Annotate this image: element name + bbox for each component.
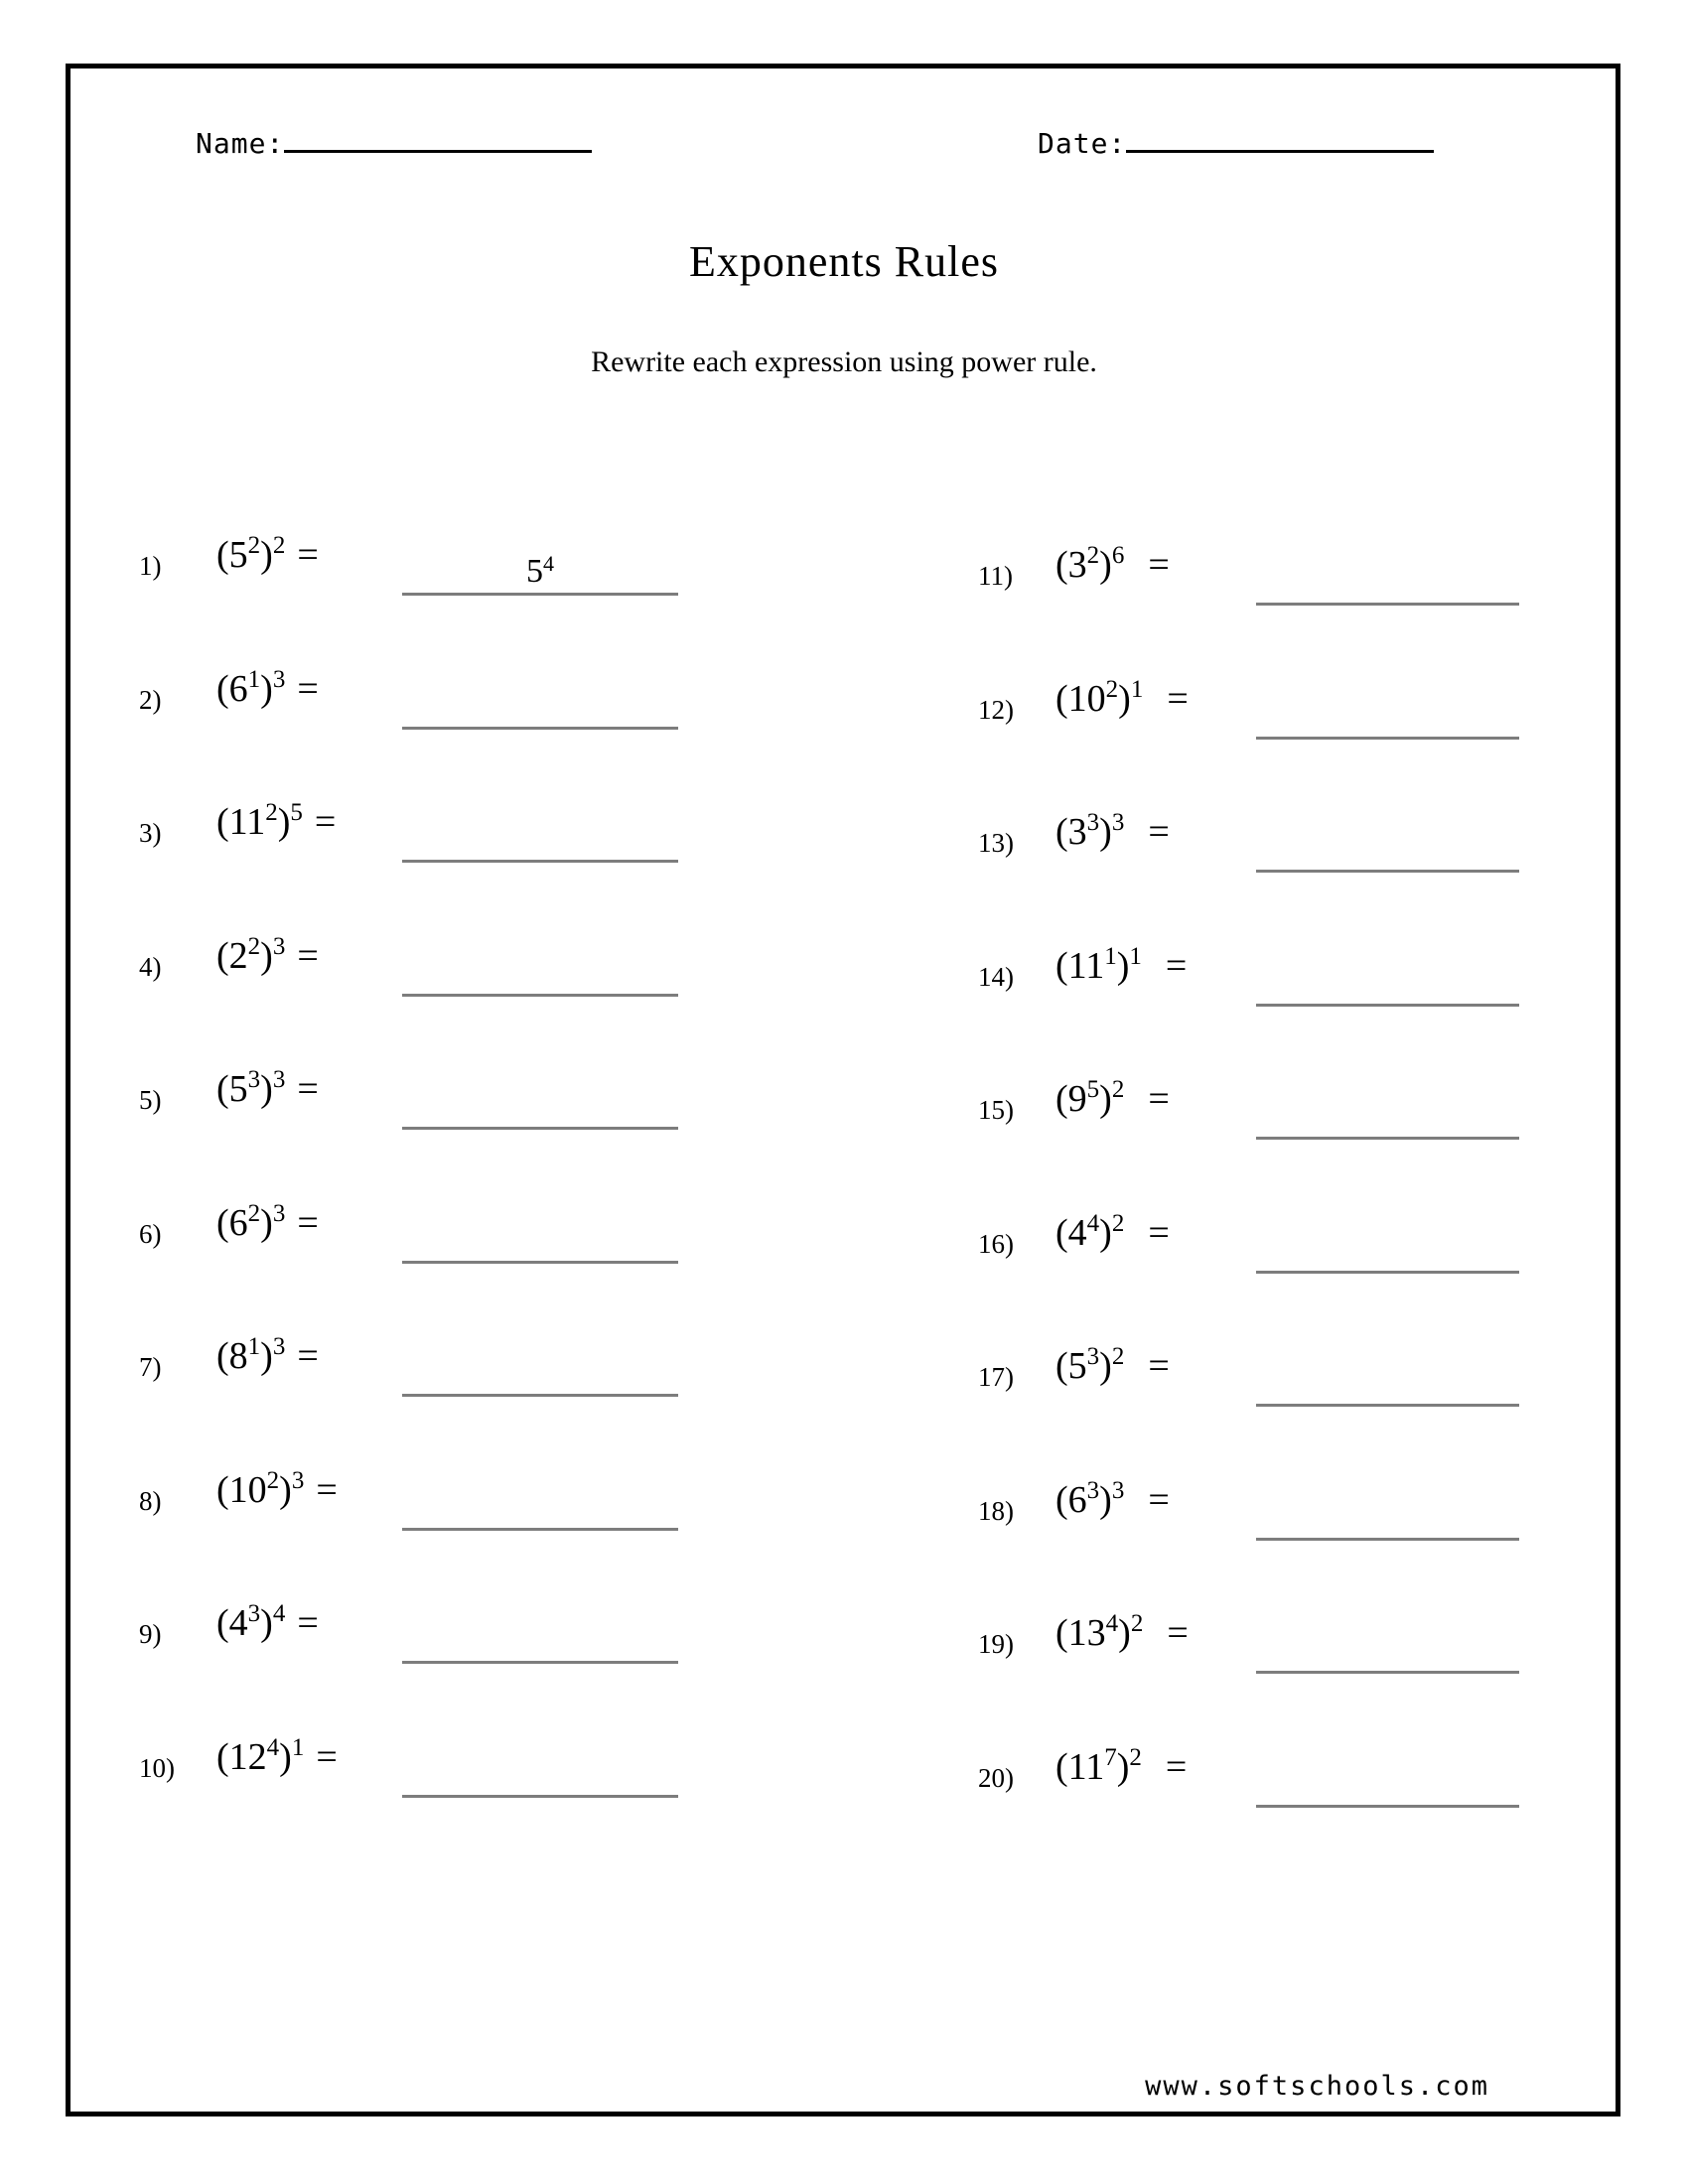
problem-number: 16) (978, 1228, 1014, 1259)
equals-sign: = (297, 1068, 319, 1110)
answer-blank[interactable] (402, 812, 678, 863)
problem-row (978, 1611, 1534, 1745)
answer-blank[interactable] (1256, 689, 1519, 740)
answer-blank[interactable] (1256, 1623, 1519, 1674)
problem-expression (216, 1735, 338, 1779)
equals-sign: = (1165, 1745, 1188, 1788)
problem-number: 1) (139, 551, 162, 581)
expr-inner-exponent: 3 (247, 1066, 261, 1093)
expr-inner-exponent: 2 (1086, 542, 1100, 569)
equals-sign: = (297, 534, 319, 576)
expr-open-paren: ( (1055, 1478, 1068, 1521)
expr-base: 12 (228, 1735, 267, 1778)
problem-number: 7) (139, 1352, 162, 1382)
equals-sign: = (1165, 944, 1188, 987)
expr-close-paren: ) (260, 1201, 273, 1244)
expr-open-paren: ( (216, 1602, 229, 1644)
problem-row (978, 1478, 1534, 1612)
expr-inner-exponent: 4 (1086, 1209, 1100, 1237)
problem-number: 20) (978, 1762, 1014, 1793)
expr-outer-exponent: 2 (1130, 1610, 1144, 1637)
problem-number: 6) (139, 1218, 162, 1249)
answer-blank[interactable] (1256, 822, 1519, 873)
expr-outer-exponent: 2 (1129, 1743, 1142, 1771)
expr-outer-exponent: 4 (272, 1600, 286, 1627)
instructions-text: Rewrite each expression using power rule. (591, 345, 1097, 378)
date-blank[interactable] (1126, 124, 1434, 153)
problem-row (139, 800, 695, 934)
equals-sign: = (1148, 1211, 1170, 1254)
expr-base: 6 (228, 1201, 248, 1244)
expr-inner-exponent: 1 (247, 1333, 261, 1360)
answer-blank[interactable] (402, 1346, 678, 1397)
problem-expression (1055, 1478, 1170, 1522)
expr-open-paren: ( (1055, 544, 1068, 586)
expr-outer-exponent: 3 (291, 1466, 305, 1494)
expr-open-paren: ( (1055, 677, 1068, 720)
problem-number: 17) (978, 1362, 1014, 1392)
problem-number: 12) (978, 694, 1014, 725)
date-label: Date: (1038, 127, 1127, 160)
expr-close-paren: ) (260, 534, 273, 576)
equals-sign: = (297, 1201, 319, 1244)
problem-row (978, 810, 1534, 944)
expr-close-paren: ) (1099, 544, 1112, 586)
problem-number: 14) (978, 961, 1014, 992)
expr-open-paren: ( (1055, 1345, 1068, 1387)
expr-close-paren: ) (1099, 811, 1112, 853)
expr-close-paren: ) (260, 1602, 273, 1644)
problem-number: 11) (978, 561, 1013, 591)
expr-inner-exponent: 1 (1104, 942, 1117, 970)
expr-close-paren: ) (1099, 1478, 1112, 1521)
expr-close-paren: ) (1099, 1345, 1112, 1387)
answer-base: 5 (526, 553, 543, 590)
expr-base: 3 (1067, 544, 1087, 586)
expr-open-paren: ( (216, 801, 229, 843)
answer-blank[interactable] (1256, 555, 1519, 606)
expr-outer-exponent: 6 (1111, 542, 1125, 569)
problem-row (978, 1745, 1534, 1879)
equals-sign: = (316, 1468, 338, 1511)
equals-sign: = (297, 934, 319, 977)
problem-row (139, 1334, 695, 1468)
expr-outer-exponent: 1 (291, 1733, 305, 1761)
expr-open-paren: ( (216, 1068, 229, 1110)
expr-inner-exponent: 2 (247, 532, 261, 559)
expr-base: 9 (1067, 1078, 1087, 1120)
expr-inner-exponent: 3 (247, 1600, 261, 1627)
problem-expression (1055, 944, 1187, 988)
expr-outer-exponent: 5 (290, 799, 303, 826)
expr-outer-exponent: 2 (1111, 1076, 1125, 1103)
expr-close-paren: ) (1099, 1211, 1112, 1254)
answer-blank[interactable] (1256, 1757, 1519, 1808)
expr-inner-exponent: 4 (1105, 1610, 1119, 1637)
problem-row (139, 1601, 695, 1735)
expr-close-paren: ) (277, 801, 291, 843)
expr-close-paren: ) (1116, 944, 1130, 987)
expr-close-paren: ) (1118, 1612, 1131, 1654)
equals-sign: = (314, 801, 337, 843)
expr-base: 11 (1067, 944, 1105, 987)
expr-inner-exponent: 3 (1086, 1343, 1100, 1370)
problem-number: 9) (139, 1619, 162, 1649)
problems-left-column (139, 533, 695, 1868)
expr-open-paren: ( (216, 667, 229, 710)
expr-outer-exponent: 1 (1130, 675, 1144, 703)
expr-open-paren: ( (216, 1201, 229, 1244)
expr-inner-exponent: 3 (1086, 809, 1100, 836)
equals-sign: = (297, 1335, 319, 1377)
problems-right-column (978, 543, 1534, 1878)
problem-number: 18) (978, 1495, 1014, 1526)
expr-inner-exponent: 4 (266, 1733, 280, 1761)
problem-expression (216, 533, 319, 577)
problem-number: 10) (139, 1752, 175, 1783)
problem-row (139, 1067, 695, 1201)
problem-row (978, 944, 1534, 1078)
problem-row (139, 934, 695, 1068)
problem-number: 2) (139, 684, 162, 715)
problem-number: 19) (978, 1629, 1014, 1659)
problem-row (139, 533, 695, 667)
expr-open-paren: ( (1055, 811, 1068, 853)
expr-inner-exponent: 2 (247, 932, 261, 960)
answer-exponent: 4 (543, 551, 554, 576)
expr-base: 2 (228, 934, 248, 977)
expr-open-paren: ( (216, 1468, 229, 1511)
name-blank[interactable] (284, 124, 592, 153)
expr-open-paren: ( (216, 1335, 229, 1377)
answer-blank[interactable] (402, 1747, 678, 1798)
expr-base: 5 (228, 1068, 248, 1110)
problem-expression (1055, 1745, 1187, 1789)
equals-sign: = (297, 1602, 319, 1644)
problem-expression (1055, 543, 1170, 587)
expr-outer-exponent: 3 (272, 1066, 286, 1093)
expr-close-paren: ) (260, 934, 273, 977)
answer-blank[interactable] (1256, 1223, 1519, 1274)
problem-number: 8) (139, 1485, 162, 1516)
expr-inner-exponent: 2 (265, 799, 278, 826)
expr-close-paren: ) (1099, 1078, 1112, 1120)
expr-outer-exponent: 2 (1111, 1343, 1125, 1370)
expr-outer-exponent: 2 (272, 532, 286, 559)
expr-outer-exponent: 3 (1111, 1476, 1125, 1504)
problem-row (139, 1201, 695, 1335)
answer-blank[interactable] (1256, 1490, 1519, 1541)
expr-inner-exponent: 2 (266, 1466, 280, 1494)
problem-expression (216, 667, 319, 711)
problem-expression (1055, 810, 1170, 854)
expr-base: 8 (228, 1335, 248, 1377)
footer-website: www.softschools.com (1145, 2071, 1489, 2102)
problem-expression (1055, 1611, 1189, 1655)
problem-row (978, 543, 1534, 677)
expr-open-paren: ( (1055, 1211, 1068, 1254)
expr-outer-exponent: 1 (1129, 942, 1142, 970)
answer-blank[interactable] (1256, 1356, 1519, 1407)
expr-outer-exponent: 3 (272, 1333, 286, 1360)
problem-expression (216, 934, 319, 978)
expr-close-paren: ) (260, 1068, 273, 1110)
equals-sign: = (297, 667, 319, 710)
problem-number: 15) (978, 1095, 1014, 1125)
page-title: Exponents Rules (689, 237, 999, 286)
expr-inner-exponent: 7 (1104, 1743, 1117, 1771)
problem-row (139, 1468, 695, 1602)
problem-expression (1055, 1211, 1170, 1255)
expr-close-paren: ) (279, 1468, 292, 1511)
expr-base: 10 (228, 1468, 267, 1511)
equals-sign: = (1167, 1612, 1189, 1654)
equals-sign: = (1148, 1478, 1170, 1521)
equals-sign: = (1148, 1078, 1170, 1120)
problem-row (978, 1344, 1534, 1478)
expr-outer-exponent: 3 (1111, 809, 1125, 836)
expr-open-paren: ( (1055, 944, 1068, 987)
problem-expression (216, 800, 336, 844)
problem-expression (1055, 1077, 1170, 1121)
answer-blank[interactable] (402, 1480, 678, 1531)
problem-number: 3) (139, 818, 162, 848)
expr-base: 4 (1067, 1211, 1087, 1254)
expr-close-paren: ) (260, 1335, 273, 1377)
expr-open-paren: ( (216, 534, 229, 576)
expr-outer-exponent: 3 (272, 1199, 286, 1227)
expr-base: 13 (1067, 1612, 1106, 1654)
expr-inner-exponent: 5 (1086, 1076, 1100, 1103)
problem-number: 4) (139, 951, 162, 982)
expr-base: 11 (228, 801, 266, 843)
answer-blank[interactable] (402, 545, 678, 596)
name-field (196, 124, 592, 160)
expr-base: 5 (1067, 1345, 1087, 1387)
expr-base: 3 (1067, 811, 1087, 853)
expr-base: 11 (1067, 1745, 1105, 1788)
problem-number: 13) (978, 828, 1014, 858)
problem-row (139, 1735, 695, 1869)
expr-base: 4 (228, 1602, 248, 1644)
expr-inner-exponent: 1 (247, 665, 261, 693)
expr-open-paren: ( (216, 934, 229, 977)
answer-blank[interactable] (402, 679, 678, 730)
problem-expression (1055, 1344, 1170, 1388)
expr-outer-exponent: 2 (1111, 1209, 1125, 1237)
date-field (1038, 124, 1434, 160)
expr-open-paren: ( (1055, 1745, 1068, 1788)
problem-expression (216, 1468, 338, 1512)
expr-base: 6 (1067, 1478, 1087, 1521)
expr-open-paren: ( (216, 1735, 229, 1778)
problem-expression (216, 1334, 319, 1378)
answer-blank[interactable] (402, 1079, 678, 1130)
equals-sign: = (1167, 677, 1189, 720)
problem-number: 5) (139, 1085, 162, 1115)
answer-blank[interactable] (402, 1613, 678, 1664)
equals-sign: = (1148, 1345, 1170, 1387)
answer-blank[interactable] (402, 946, 678, 997)
expr-inner-exponent: 3 (1086, 1476, 1100, 1504)
problem-row (139, 667, 695, 801)
expr-close-paren: ) (279, 1735, 292, 1778)
expr-close-paren: ) (260, 667, 273, 710)
equals-sign: = (316, 1735, 338, 1778)
problem-row (978, 1211, 1534, 1345)
answer-blank[interactable] (1256, 956, 1519, 1007)
answer-text (526, 551, 554, 593)
expr-base: 6 (228, 667, 248, 710)
equals-sign: = (1148, 544, 1170, 586)
expr-open-paren: ( (1055, 1612, 1068, 1654)
expr-base: 10 (1067, 677, 1106, 720)
problem-expression (216, 1601, 319, 1645)
problem-expression (216, 1067, 319, 1111)
expr-close-paren: ) (1116, 1745, 1130, 1788)
name-label: Name: (196, 127, 285, 160)
problem-expression (216, 1201, 319, 1245)
problem-row (978, 677, 1534, 811)
expr-outer-exponent: 3 (272, 932, 286, 960)
expr-outer-exponent: 3 (272, 665, 286, 693)
expr-inner-exponent: 2 (1105, 675, 1119, 703)
equals-sign: = (1148, 811, 1170, 853)
problem-expression (1055, 677, 1189, 721)
expr-close-paren: ) (1118, 677, 1131, 720)
answer-blank[interactable] (1256, 1089, 1519, 1140)
answer-blank[interactable] (402, 1213, 678, 1264)
expr-open-paren: ( (1055, 1078, 1068, 1120)
problem-row (978, 1077, 1534, 1211)
expr-inner-exponent: 2 (247, 1199, 261, 1227)
expr-base: 5 (228, 534, 248, 576)
